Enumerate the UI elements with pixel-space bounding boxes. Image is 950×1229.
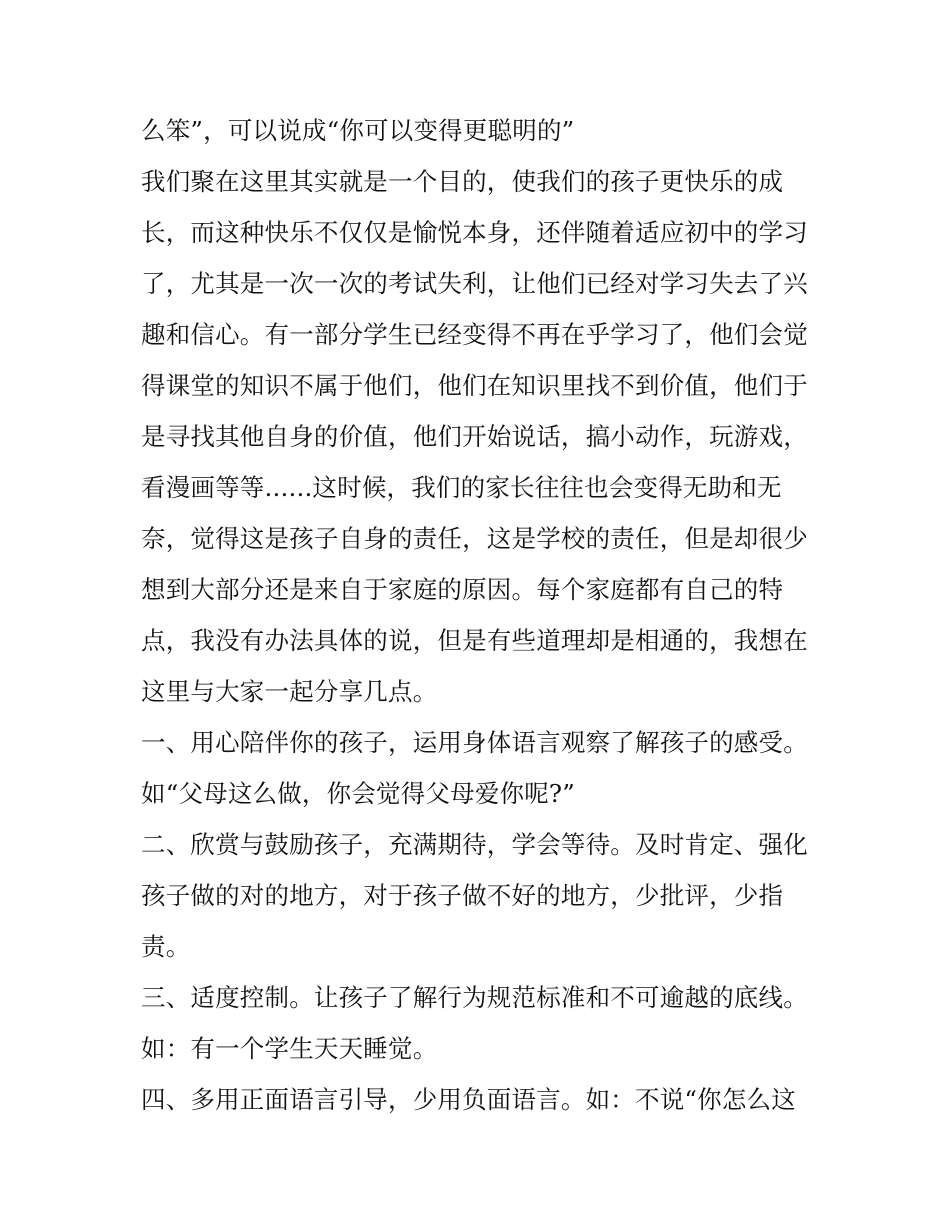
text-line: 得课堂的知识不属于他们，他们在知识里找不到价值，他们于 <box>141 371 808 400</box>
text-line: 看漫画等等......这时候，我们的家长往往也会变得无助和无 <box>141 473 782 502</box>
text-line: 四、多用正面语言引导，少用负面语言。如：不说“你怎么这 <box>141 1085 796 1114</box>
text-line: 我们聚在这里其实就是一个目的，使我们的孩子更快乐的成 <box>141 167 784 196</box>
text-line: 点，我没有办法具体的说，但是有些道理却是相通的，我想在 <box>141 626 808 655</box>
text-line: 二、欣赏与鼓励孩子，充满期待，学会等待。及时肯定、强化 <box>141 830 808 859</box>
text-line: 想到大部分还是来自于家庭的原因。每个家庭都有自己的特 <box>141 575 784 604</box>
text-line: 三、适度控制。让孩子了解行为规范标准和不可逾越的底线。 <box>141 983 808 1012</box>
text-line: 孩子做的对的地方，对于孩子做不好的地方，少批评，少指 <box>141 881 784 910</box>
text-line: 趣和信心。有一部分学生已经变得不再在乎学习了，他们会觉 <box>141 320 808 349</box>
text-line: 奈，觉得这是孩子自身的责任，这是学校的责任，但是却很少 <box>141 524 808 553</box>
text-line: 一、用心陪伴你的孩子，运用身体语言观察了解孩子的感受。 <box>141 728 808 757</box>
text-line: 是寻找其他自身的价值，他们开始说话，搞小动作，玩游戏， <box>141 422 808 451</box>
text-line: 责。 <box>141 932 191 961</box>
text-line: 长，而这种快乐不仅仅是愉悦本身，还伴随着适应初中的学习 <box>141 218 808 247</box>
text-line: 么笨”，可以说成“你可以变得更聪明的” <box>141 116 575 145</box>
text-line: 如“父母这么做，你会觉得父母爱你呢?” <box>141 779 575 808</box>
text-line: 如：有一个学生天天睡觉。 <box>141 1034 438 1063</box>
text-line: 这里与大家一起分享几点。 <box>141 677 438 706</box>
text-line: 了，尤其是一次一次的考试失利，让他们已经对学习失去了兴 <box>141 269 808 298</box>
